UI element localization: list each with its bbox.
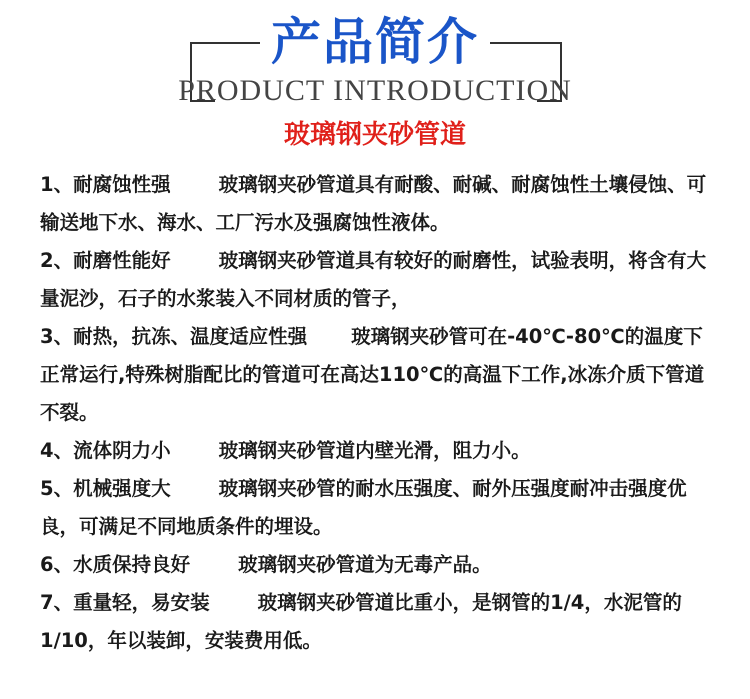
feature-item xyxy=(40,432,720,470)
feature-body: 玻璃钢夹砂管道内壁光滑，阻力小。 xyxy=(218,439,531,462)
feature-body: 玻璃钢夹砂管的耐水压强度、耐外压强度耐冲击强度优良，可满足不同地质条件的埋设。 xyxy=(40,477,687,538)
feature-title: 4、流体阴力小 xyxy=(40,439,171,462)
feature-item xyxy=(40,584,720,660)
feature-title: 3、耐热，抗冻、温度适应性强 xyxy=(40,325,308,348)
feature-item xyxy=(40,470,720,546)
page-subtitle: PRODUCT INTRODUCTION xyxy=(178,74,572,107)
feature-title: 5、机械强度大 xyxy=(40,477,171,500)
header xyxy=(0,0,750,110)
feature-title: 1、耐腐蚀性强 xyxy=(40,173,171,196)
feature-body: 玻璃钢夹砂管道具有较好的耐磨性，试验表明，将含有大量泥沙，石子的水浆装入不同材质的管子， xyxy=(40,249,707,310)
feature-title: 2、耐磨性能好 xyxy=(40,249,171,272)
product-heading: 玻璃钢夹砂管道 xyxy=(283,120,466,150)
feature-body: 玻璃钢夹砂管可在-40℃-80℃的温度下正常运行,特殊树脂配比的管道可在高达110℃的高温下工作,冰冻介质下管道不裂。 xyxy=(40,325,705,424)
page-title: 产品简介 xyxy=(271,13,479,71)
feature-title: 6、水质保持良好 xyxy=(40,553,191,576)
feature-item xyxy=(40,242,720,318)
feature-list xyxy=(40,166,720,660)
feature-title: 7、重量轻，易安装 xyxy=(40,591,210,614)
feature-body: 玻璃钢夹砂管道比重小，是钢管的1/4，水泥管的1/10，年以装卸，安装费用低。 xyxy=(40,591,682,652)
feature-item xyxy=(40,318,720,432)
feature-item xyxy=(40,166,720,242)
feature-body: 玻璃钢夹砂管道具有耐酸、耐碱、耐腐蚀性土壤侵蚀、可输送地下水、海水、工厂污水及强腐蚀性液体。 xyxy=(40,173,707,234)
feature-body: 玻璃钢夹砂管道为无毒产品。 xyxy=(238,553,492,576)
feature-item xyxy=(40,546,720,584)
